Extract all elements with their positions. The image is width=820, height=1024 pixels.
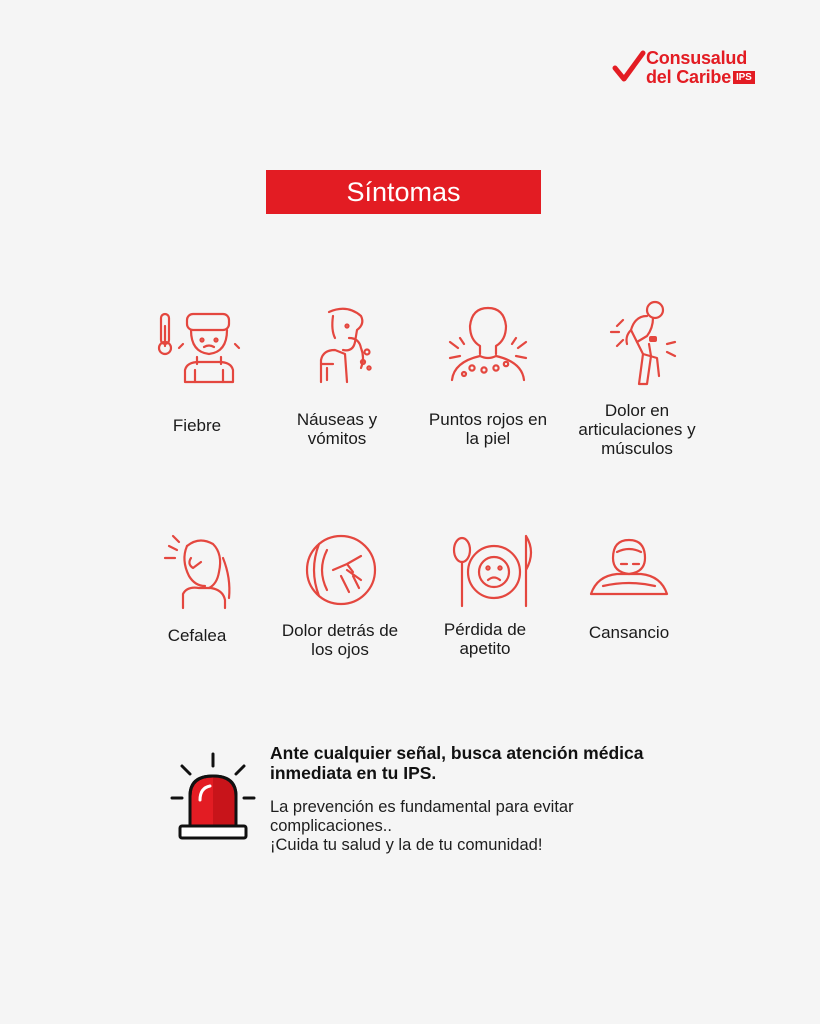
page-title: Síntomas: [266, 170, 541, 214]
symptom-label-joint-pain: Dolor en articulaciones y músculos: [578, 401, 696, 458]
brand-line2: del Caribe: [646, 67, 732, 87]
symptom-label-fever: Fiebre: [172, 416, 222, 435]
alert-text: [270, 798, 700, 855]
symptom-label-nausea: Náuseas y vómitos: [296, 410, 378, 448]
eye-pain-icon: [257, 528, 417, 612]
alert-title: Ante cualquier señal, busca atención médica inmediata en tu IPS.: [270, 743, 644, 783]
brand-logo: [608, 48, 773, 88]
symptom-label-skin-spots: Puntos rojos en la piel: [428, 410, 548, 448]
symptom-label-appetite-loss: Pérdida de apetito: [443, 620, 527, 658]
joint-pain-icon: [557, 296, 717, 390]
alert-line-1: La prevención es fundamental para evitar: [270, 798, 574, 816]
headache-icon: [117, 528, 277, 612]
nausea-icon: [257, 302, 417, 386]
brand-line1: Consusalud: [646, 48, 748, 68]
siren-icon: [168, 752, 258, 847]
brand-badge: IPS: [733, 71, 755, 84]
alert-line-2: complicaciones..: [270, 817, 392, 835]
appetite-loss-icon: [408, 528, 568, 612]
symptom-label-eye-pain: Dolor detrás de los ojos: [281, 621, 399, 659]
check-icon: [612, 50, 646, 84]
alert-line-3: ¡Cuida tu salud y la de tu comunidad!: [270, 836, 543, 854]
fatigue-icon: [547, 534, 707, 604]
fever-icon: [117, 302, 277, 386]
symptom-label-headache: Cefalea: [167, 626, 227, 645]
symptom-label-fatigue: Cansancio: [588, 623, 670, 642]
skin-spots-icon: [408, 302, 568, 386]
